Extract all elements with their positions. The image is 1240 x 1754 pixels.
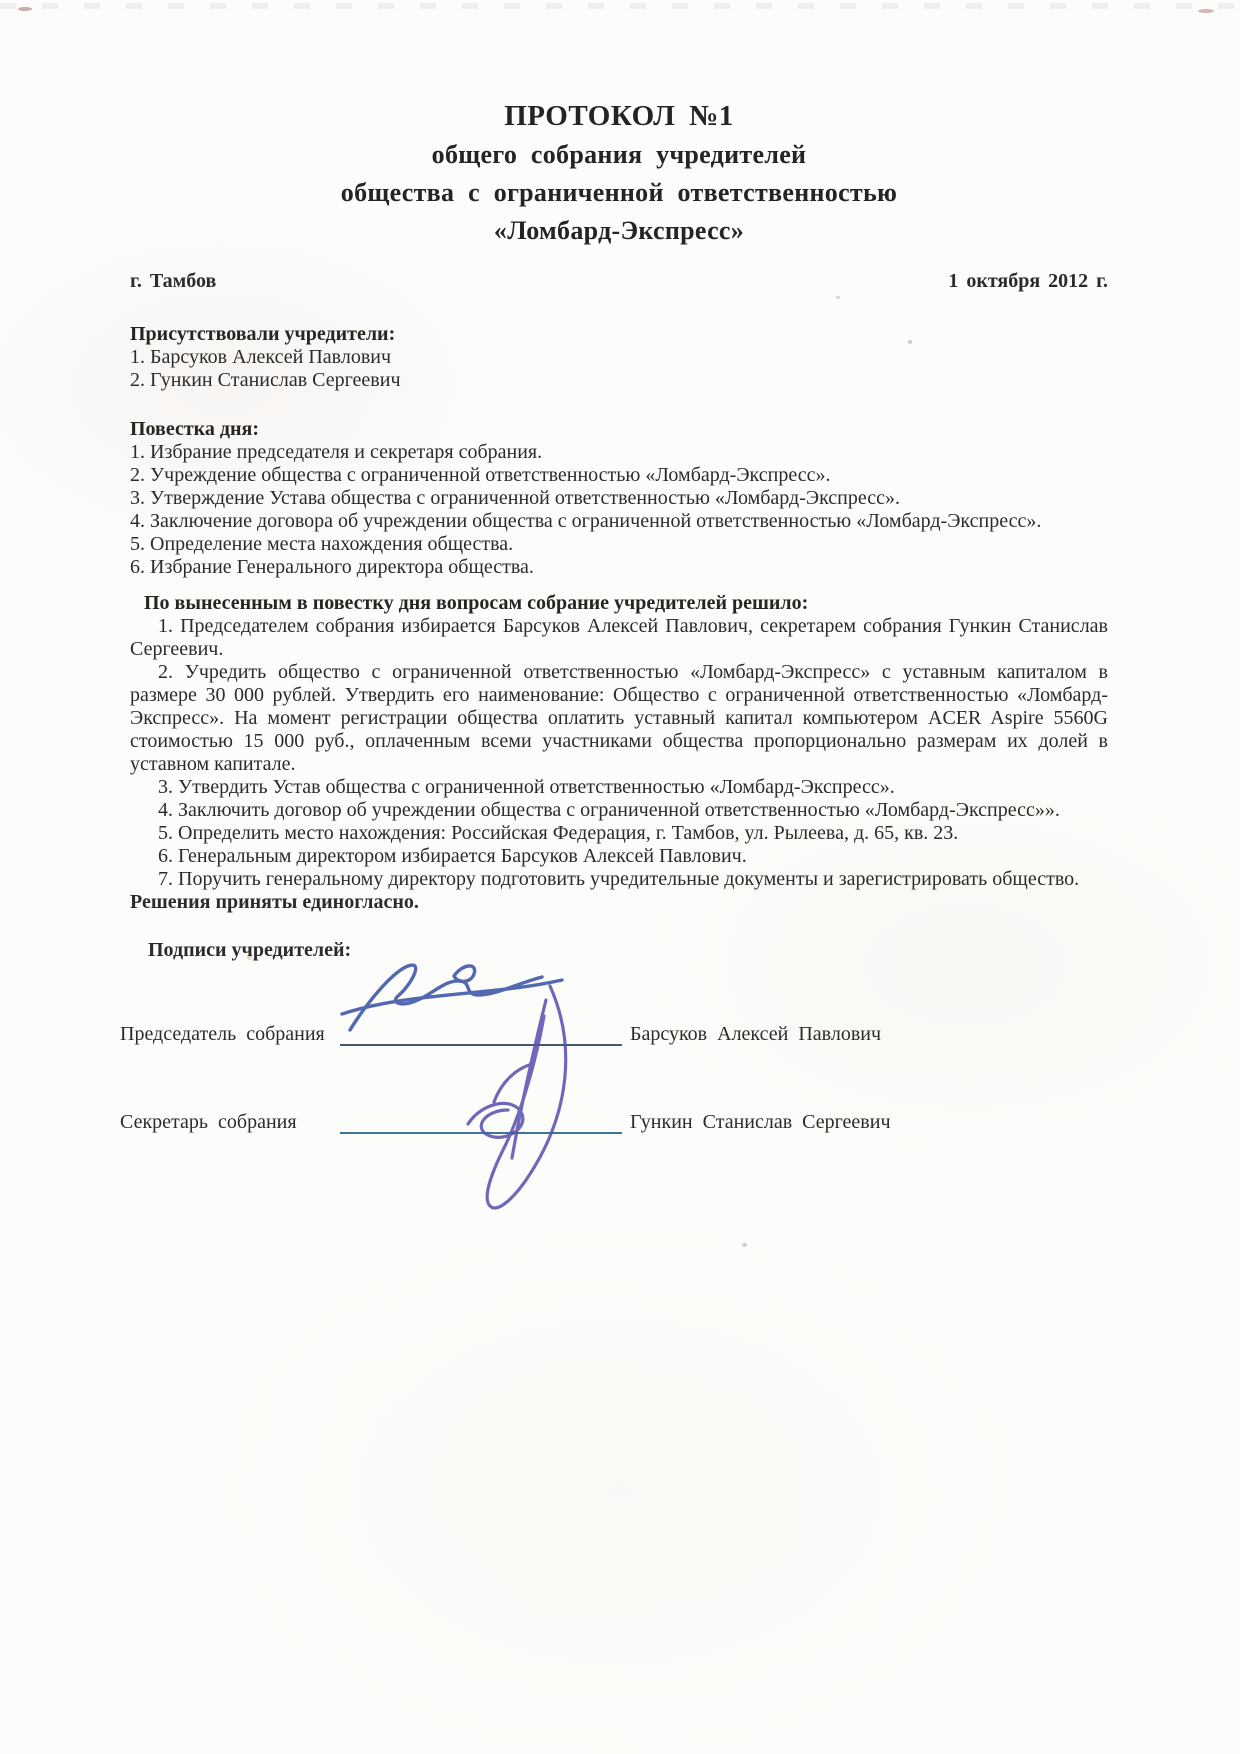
- signature-row-secretary: [120, 1110, 1108, 1134]
- title-line-3: общества с ограниченной ответственностью: [340, 178, 898, 207]
- attendees-heading: Присутствовали учредители:: [130, 323, 396, 345]
- agenda-item: 4. Заключение договора об учреждении общества с ограниченной ответственностью «Ломбард-Экспресс».: [130, 510, 1042, 532]
- document-title: [130, 0, 1108, 250]
- signature-role: Секретарь собрания: [120, 1111, 297, 1133]
- resolution-note: Решения приняты единогласно.: [130, 891, 419, 913]
- signature-name: Гункин Станислав Сергеевич: [630, 1111, 891, 1133]
- scan-artifact: [1198, 9, 1214, 13]
- title-line-1: ПРОТОКОЛ №1: [504, 100, 734, 132]
- attendee-item: 2. Гункин Станислав Сергеевич: [130, 369, 401, 391]
- signature-line: [340, 1110, 622, 1134]
- title-line-2: общего собрания учредителей: [431, 140, 807, 169]
- agenda-section: [130, 418, 1108, 579]
- decision-paragraph: 3. Утвердить Устав общества с ограниченной ответственностью «Ломбард-Экспресс».: [158, 776, 895, 798]
- signature-line: [340, 1022, 622, 1046]
- decisions-section: [130, 592, 1108, 914]
- decisions-heading: По вынесенным в повестку дня вопросам собрание учредителей решило:: [144, 592, 809, 614]
- decision-paragraph: 6. Генеральным директором избирается Барсуков Алексей Павлович.: [158, 845, 747, 867]
- scan-artifact: [742, 1243, 747, 1247]
- decision-paragraph: 5. Определить место нахождения: Российская Федерация, г. Тамбов, ул. Рылеева, д. 65, кв. 23.: [158, 822, 959, 844]
- agenda-item: 2. Учреждение общества с ограниченной ответственностью «Ломбард-Экспресс».: [130, 464, 831, 486]
- city-label: г. Тамбов: [130, 270, 217, 292]
- city-date-row: [130, 270, 1108, 293]
- signatures-heading: Подписи учредителей:: [148, 939, 352, 961]
- agenda-item: 1. Избрание председателя и секретаря собрания.: [130, 441, 543, 463]
- signature-row-chairman: [120, 1022, 1108, 1046]
- agenda-item: 6. Избрание Генерального директора общества.: [130, 556, 534, 578]
- date-label: 1 октября 2012 г.: [948, 270, 1108, 292]
- attendees-section: [130, 323, 1108, 392]
- decision-paragraph: 7. Поручить генеральному директору подготовить учредительные документы и зарегистрировать общество.: [158, 868, 1080, 890]
- attendee-item: 1. Барсуков Алексей Павлович: [130, 346, 392, 368]
- decision-paragraph: 2. Учредить общество с ограниченной ответственностью «Ломбард-Экспресс» с уставным капиталом в размере 30 000 рублей. Утвердить его наименование: Общество с ограниченной ответственностью «Ломбард-Экспресс». На момент регистрации общества оплатить уставный капитал компьютером ACER Aspire 5560G стоимостью 15 000 руб., оплаченным всеми участниками общества пропорционально размерам их долей в уставном капитале.: [130, 661, 1108, 775]
- agenda-heading: Повестка дня:: [130, 418, 260, 440]
- decision-paragraph: 4. Заключить договор об учреждении общества с ограниченной ответственностью «Ломбард-Экспресс»».: [158, 799, 1060, 821]
- title-line-4: «Ломбард-Экспресс»: [493, 216, 745, 245]
- agenda-item: 3. Утверждение Устава общества с ограниченной ответственностью «Ломбард-Экспресс».: [130, 487, 901, 509]
- agenda-item: 5. Определение места нахождения общества.: [130, 533, 514, 555]
- signature-name: Барсуков Алексей Павлович: [630, 1023, 882, 1045]
- decision-paragraph: 1. Председателем собрания избирается Барсуков Алексей Павлович, секретарем собрания Гункин Станислав Сергеевич.: [130, 615, 1108, 660]
- scan-artifact: [18, 7, 32, 11]
- signature-role: Председатель собрания: [120, 1023, 325, 1045]
